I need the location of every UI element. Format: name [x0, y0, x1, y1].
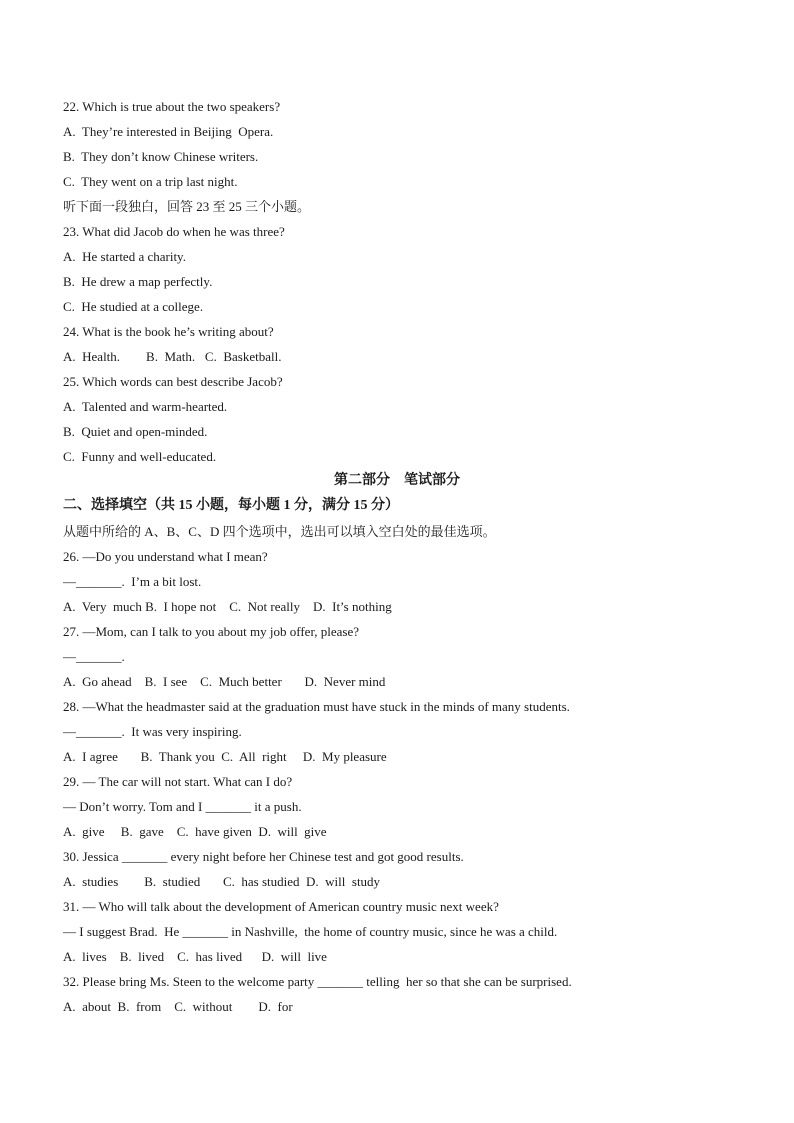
option-22-c: C. They went on a trip last night.: [63, 174, 238, 189]
options-32: A. about B. from C. without D. for: [63, 999, 293, 1014]
options-30: A. studies B. studied C. has studied D. will study: [63, 874, 381, 889]
question-22: 22. Which is true about the two speakers?: [63, 99, 281, 114]
option-22-a: A. They’re interested in Beijing Opera.: [63, 124, 274, 139]
options-28: A. I agree B. Thank you C. All right D. My pleasure: [63, 749, 387, 764]
options-31: A. lives B. lived C. has lived D. will live: [63, 949, 327, 964]
question-30: 30. Jessica _______ every night before her Chinese test and got good results.: [63, 849, 464, 864]
options-26: A. Very much B. I hope not C. Not really D. It’s nothing: [63, 599, 392, 614]
section-directions: 从题中所给的 A、B、C、D 四个选项中，选出可以填入空白处的最佳选项。: [63, 524, 496, 539]
question-25: 25. Which words can best describe Jacob?: [63, 374, 283, 389]
question-26: 26. —Do you understand what I mean?: [63, 549, 268, 564]
question-32: 32. Please bring Ms. Steen to the welcome party _______ telling her so that she can be surprised.: [63, 974, 572, 989]
section-heading: 二、选择填空（共 15 小题，每小题 1 分，满分 15 分）: [63, 498, 399, 513]
section-instruction: 听下面一段独白，回答 23 至 25 三个小题。: [63, 199, 311, 214]
question-28: 28. —What the headmaster said at the graduation must have stuck in the minds of many students.: [63, 699, 570, 714]
question-29-response: — Don’t worry. Tom and I _______ it a push.: [63, 799, 302, 814]
question-31: 31. — Who will talk about the development of American country music next week?: [63, 899, 499, 914]
option-25-b: B. Quiet and open-minded.: [63, 424, 208, 439]
part-heading: 第二部分 笔试部分: [334, 473, 460, 488]
option-25-c: C. Funny and well-educated.: [63, 449, 217, 464]
option-22-b: B. They don’t know Chinese writers.: [63, 149, 259, 164]
option-23-a: A. He started a charity.: [63, 249, 186, 264]
question-31-response: — I suggest Brad. He _______ in Nashville, the home of country music, since he was a child.: [63, 924, 558, 939]
question-23: 23. What did Jacob do when he was three?: [63, 224, 285, 239]
option-23-c: C. He studied at a college.: [63, 299, 204, 314]
question-26-response: —_______. I’m a bit lost.: [63, 574, 202, 589]
option-25-a: A. Talented and warm-hearted.: [63, 399, 228, 414]
options-27: A. Go ahead B. I see C. Much better D. Never mind: [63, 674, 386, 689]
question-27: 27. —Mom, can I talk to you about my job offer, please?: [63, 624, 360, 639]
options-29: A. give B. gave C. have given D. will give: [63, 824, 327, 839]
options-24: A. Health. B. Math. C. Basketball.: [63, 349, 282, 364]
option-23-b: B. He drew a map perfectly.: [63, 274, 213, 289]
question-27-response: —_______.: [63, 649, 125, 664]
question-29: 29. — The car will not start. What can I do?: [63, 774, 293, 789]
question-28-response: —_______. It was very inspiring.: [63, 724, 242, 739]
question-24: 24. What is the book he’s writing about?: [63, 324, 274, 339]
